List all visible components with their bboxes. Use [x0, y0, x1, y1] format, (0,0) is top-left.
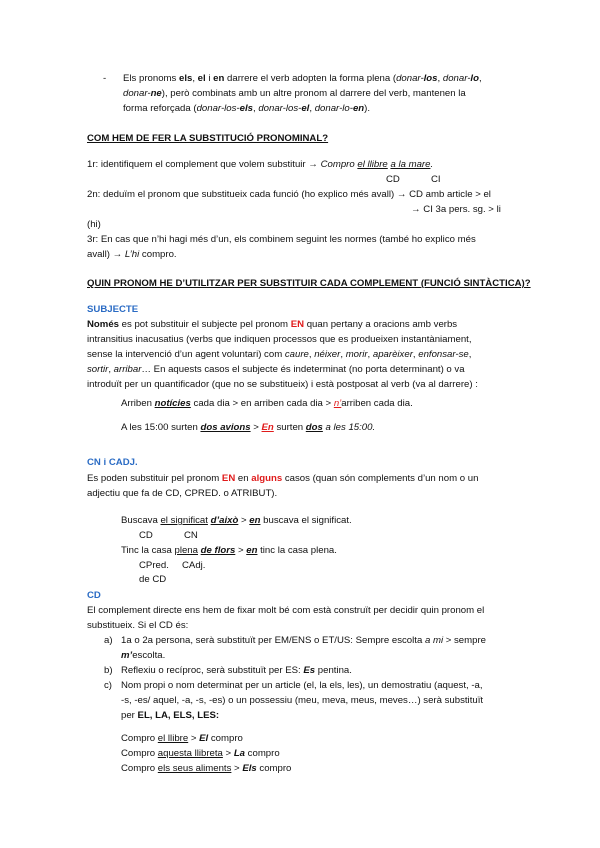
- label-cd: CD: [386, 174, 400, 185]
- cd-item-c-line-3: per EL, LA, ELS, LES:: [121, 710, 220, 721]
- bullet-line-1: Els pronoms els, el i en darrere el verb adopten la forma plena (donar-los, donar-lo,: [123, 73, 482, 84]
- bullet-line-3: forma reforçada (donar-los-els, donar-los-el, donar-lo-en).: [123, 103, 371, 114]
- bullet-line-2: donar-ne), però combinats amb un altre pronom al darrere del verb, mantenen la: [123, 88, 466, 99]
- step-2-line-3: (hi): [87, 219, 101, 230]
- subheading-cd: CD: [87, 590, 101, 601]
- cn-label-cd: CD: [139, 530, 153, 541]
- section-heading-pronom: QUIN PRONOM HE D’UTILITZAR PER SUBSTITUIR CADA COMPLEMENT (FUNCIÓ SINTÀCTICA)?: [87, 278, 531, 289]
- bullet-dash: -: [103, 73, 107, 84]
- cd-item-c-line-2: -s, -es/ aquel, -a, -s, -es) o un possessiu (meu, meva, meus, meves…) serà substituït: [121, 695, 484, 706]
- cn-example-1: Buscava el significat d’això > en buscava el significat.: [121, 515, 352, 526]
- subjecte-line-2: intransitius inacusatius (verbs que indiquen processos que es produeixen instantàniament,: [87, 334, 472, 345]
- subheading-subjecte: SUBJECTE: [87, 304, 139, 315]
- label-ci: CI: [431, 174, 441, 185]
- subheading-cn-cadj: CN i CADJ.: [87, 457, 138, 468]
- cd-item-a-line-2: m’escolta.: [121, 650, 166, 661]
- subjecte-line-3: sense la intervenció d’un agent voluntari) com caure, néixer, morir, aparèixer, enfonsar-se,: [87, 349, 472, 360]
- cd-line-1: El complement directe ens hem de fixar molt bé com està construït per decidir quin pronom el: [87, 605, 485, 616]
- cd-item-b-mark: b): [104, 665, 113, 676]
- section-heading-substitucio: COM HEM DE FER LA SUBSTITUCIÓ PRONOMINAL?: [87, 133, 329, 144]
- cd-item-a-line-1: 1a o 2a persona, serà substituït per EM/ENS o ET/US: Sempre escolta a mi > sempre: [121, 635, 487, 646]
- cd-line-2: substitueix. Si el CD és:: [87, 620, 189, 631]
- cd-item-b-line: Reflexiu o recíproc, serà substituït per ES: Es pentina.: [121, 665, 352, 676]
- cd-example-3: Compro els seus aliments > Els compro: [121, 763, 292, 774]
- step-2-line-1: 2n: deduïm el pronom que substitueix cada funció (ho explico més avall) → CD amb article > el: [87, 189, 491, 200]
- cn-line-1: Es poden substituir pel pronom EN en alguns casos (quan són complements d’un nom o un: [87, 473, 479, 484]
- cn-label-de-cd: de CD: [139, 574, 167, 585]
- cn-label-cadj: CAdj.: [182, 560, 206, 571]
- cd-example-2: Compro aquesta llibreta > La compro: [121, 748, 280, 759]
- cd-example-1: Compro el llibre > El compro: [121, 733, 243, 744]
- cd-item-c-mark: c): [104, 680, 112, 691]
- subjecte-line-5: introduït per un quantificador (que no se substitueix) i està postposat al verb (va al darrere) :: [87, 379, 478, 390]
- cn-example-2: Tinc la casa plena de flors > en tinc la casa plena.: [121, 545, 337, 556]
- subjecte-example-2: A les 15:00 surten dos avions > En surten dos a les 15:00.: [121, 422, 376, 433]
- step-3-line-2: avall) → L’hi compro.: [87, 249, 177, 260]
- subjecte-line-1: Només es pot substituir el subjecte pel pronom EN quan pertany a oracions amb verbs: [87, 319, 458, 330]
- step-2-line-2: → CI 3a pers. sg. > li: [411, 204, 501, 215]
- cn-label-cpred: CPred.: [139, 560, 169, 571]
- cn-line-2: adjectiu que fa de CD, CPRED. o ATRIBUT).: [87, 488, 278, 499]
- subjecte-example-1: Arriben notícies cada dia > en arriben cada dia > n’arriben cada dia.: [121, 398, 413, 409]
- subjecte-line-4: sortir, arribar… En aquests casos el subjecte és indeterminat (no porta determinant) o va: [87, 364, 465, 375]
- step-3-line-1: 3r: En cas que n’hi hagi més d’un, els combinem seguint les normes (també ho explico més: [87, 234, 476, 245]
- cd-item-c-line-1: Nom propi o nom determinat per un article (el, la els, les), un demostratiu (aquest, -a,: [121, 680, 483, 691]
- cn-label-cn: CN: [184, 530, 198, 541]
- step-1: 1r: identifiquem el complement que volem substituir → Compro el llibre a la mare.: [87, 159, 434, 170]
- cd-item-a-mark: a): [104, 635, 113, 646]
